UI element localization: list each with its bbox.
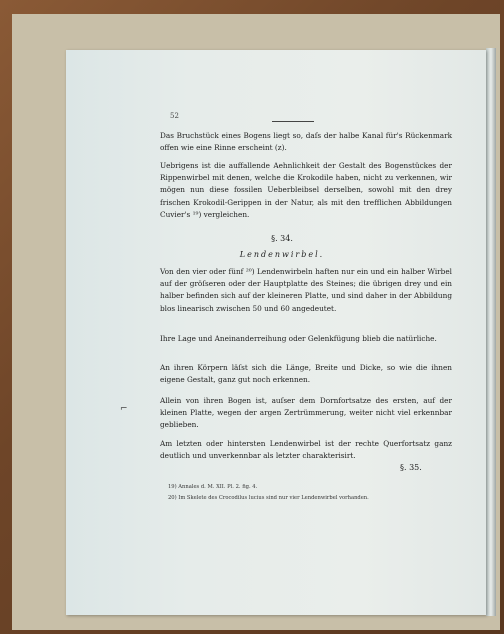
footnote-20: 20) Im Skelete des Crocodilus lucius sind nur vier Lendenwirbel vorhanden. — [168, 495, 369, 501]
paragraph-7: Am letzten oder hintersten Lendenwirbel ist der rechte Querfortsatz ganz deutlich und unverkennbar als letzter charakterisirt. — [160, 439, 452, 461]
paragraph-2: Uebrigens ist die auffallende Aehnlichkeit der Gestalt des Bogenstückes der Rippenwirbel mit denen, welche die Krokodile haben, nicht zu verkennen, wir mögen nun diese fossilen Ueberbleibsel derselben, sowohl mit den drey frischen Krokodil-Gerippen in der Natur, als mit den trefflichen Abbildungen Cuvier's ¹⁹) vergleichen. — [160, 161, 452, 219]
margin-mark: ⌐ — [120, 404, 128, 414]
footnote-19: 19) Annales d. M. XII. Pl. 2. fig. 4. — [168, 484, 258, 490]
paragraph-4: Ihre Lage und Aneinanderreihung oder Gelenkfügung blieb die natürliche. — [160, 334, 437, 343]
paragraph-5: An ihren Körpern läſst sich die Länge, Breite und Dicke, so wie die ihnen eigene Gestalt, ganz gut noch erkennen. — [160, 363, 452, 385]
section-title: Lendenwirbel. — [239, 250, 325, 259]
section-heading-35: §. 35. — [400, 463, 422, 472]
page-edge — [486, 48, 496, 616]
header-rule — [272, 121, 314, 122]
section-heading-34: §. 34. — [271, 234, 293, 243]
paragraph-1: Das Bruchstück eines Bogens liegt so, daſs der halbe Kanal für's Rückenmark offen wie eine Rinne erscheint (z). — [160, 131, 452, 153]
paragraph-3: Von den vier oder fünf ²⁰) Lendenwirbeln haften nur ein und ein halber Wirbel auf der gröſseren oder der Hauptplatte des Steines; die übrigen drey und ein halber befinden sich auf der kleineren Platte, und sind daher in der Abbildung blos linearisch zwischen 50 und 60 angedeutet. — [160, 267, 452, 313]
page-number: 52 — [170, 112, 179, 120]
paragraph-6: Allein von ihren Bogen ist, auſser dem Dornfortsatze des ersten, auf der kleinen Platte, wegen der argen Zertrümmerung, weiter nicht viel erkennbar geblieben. — [160, 396, 452, 430]
